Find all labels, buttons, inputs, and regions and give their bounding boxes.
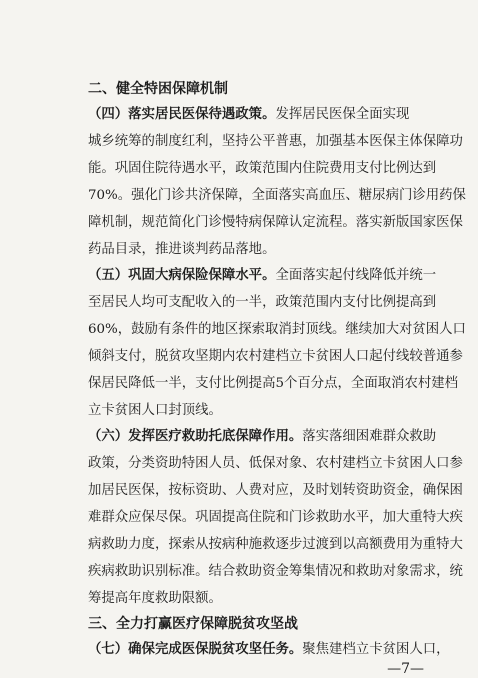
page-number: —7— (387, 661, 424, 677)
paragraph-6-label: （六）发挥医疗救助托底保障作用。 (88, 429, 303, 444)
paragraph-7-line-1: （七）确保完成医保脱贫攻坚任务。聚焦建档立卡贫困人口， (88, 642, 450, 657)
paragraph-5-line-6: 立卡贫困人口封顶线。 (88, 403, 222, 418)
paragraph-4-line-4: 70%。强化门诊共济保障，全面落实高血压、糖尿病门诊用药保 (88, 188, 466, 203)
paragraph-6-line-6: 疾病救助识别标准。结合救助资金筹集情况和救助对象需求，统 (88, 564, 463, 579)
paragraph-4-line-1: （四）落实居民医保待遇政策。发挥居民医保全面实现 (88, 107, 410, 122)
paragraph-4-line-5: 障机制，规范简化门诊慢特病保障认定流程。落实新版国家医保 (88, 215, 463, 230)
paragraph-6-line-4: 难群众应保尽保。巩固提高住院和门诊救助水平，加大重特大疾 (88, 510, 463, 525)
section-heading-2: 二、健全特困保障机制 (88, 81, 228, 97)
paragraph-7-label: （七）确保完成医保脱贫攻坚任务。 (88, 642, 303, 657)
paragraph-4-line-6: 药品目录，推进谈判药品落地。 (88, 242, 276, 257)
paragraph-4-line-2: 城乡统筹的制度红利，坚持公平普惠，加强基本医保主体保障功 (88, 134, 463, 149)
paragraph-6-line-2: 政策，分类资助特困人员、低保对象、农村建档立卡贫困人口参 (88, 456, 463, 471)
paragraph-6-line-1: （六）发挥医疗救助托底保障作用。落实落细困难群众救助 (88, 429, 437, 444)
paragraph-5-line-4: 倾斜支付，脱贫攻坚期内农村建档立卡贫困人口起付线较普通参 (88, 349, 463, 364)
paragraph-4-label: （四）落实居民医保待遇政策。 (88, 107, 276, 122)
paragraph-5-line-2: 至居民人均可支配收入的一半，政策范围内支付比例提高到 (88, 295, 437, 310)
paragraph-6-line-3: 加居民医保，按标资助、人费对应，及时划转资助资金，确保困 (88, 483, 463, 498)
paragraph-5-line-1: （五）巩固大病保险保障水平。全面落实起付线降低并统一 (88, 268, 437, 283)
paragraph-5-line-5: 保居民降低一半，支付比例提高5个百分点，全面取消农村建档 (88, 376, 459, 391)
paragraph-4-line-3: 能。巩固住院待遇水平，政策范围内住院费用支付比例达到 (88, 161, 437, 176)
paragraph-5-label: （五）巩固大病保险保障水平。 (88, 268, 276, 283)
paragraph-6-line-5: 病救助力度，探索从按病种施救逐步过渡到以高额费用为重特大 (88, 537, 463, 552)
section-heading-3: 三、全力打赢医疗保障脱贫攻坚战 (88, 616, 298, 632)
paragraph-6-line-7: 筹提高年度救助限额。 (88, 591, 222, 606)
paragraph-5-line-3: 60%，鼓励有条件的地区探索取消封顶线。继续加大对贫困人口 (88, 322, 466, 337)
